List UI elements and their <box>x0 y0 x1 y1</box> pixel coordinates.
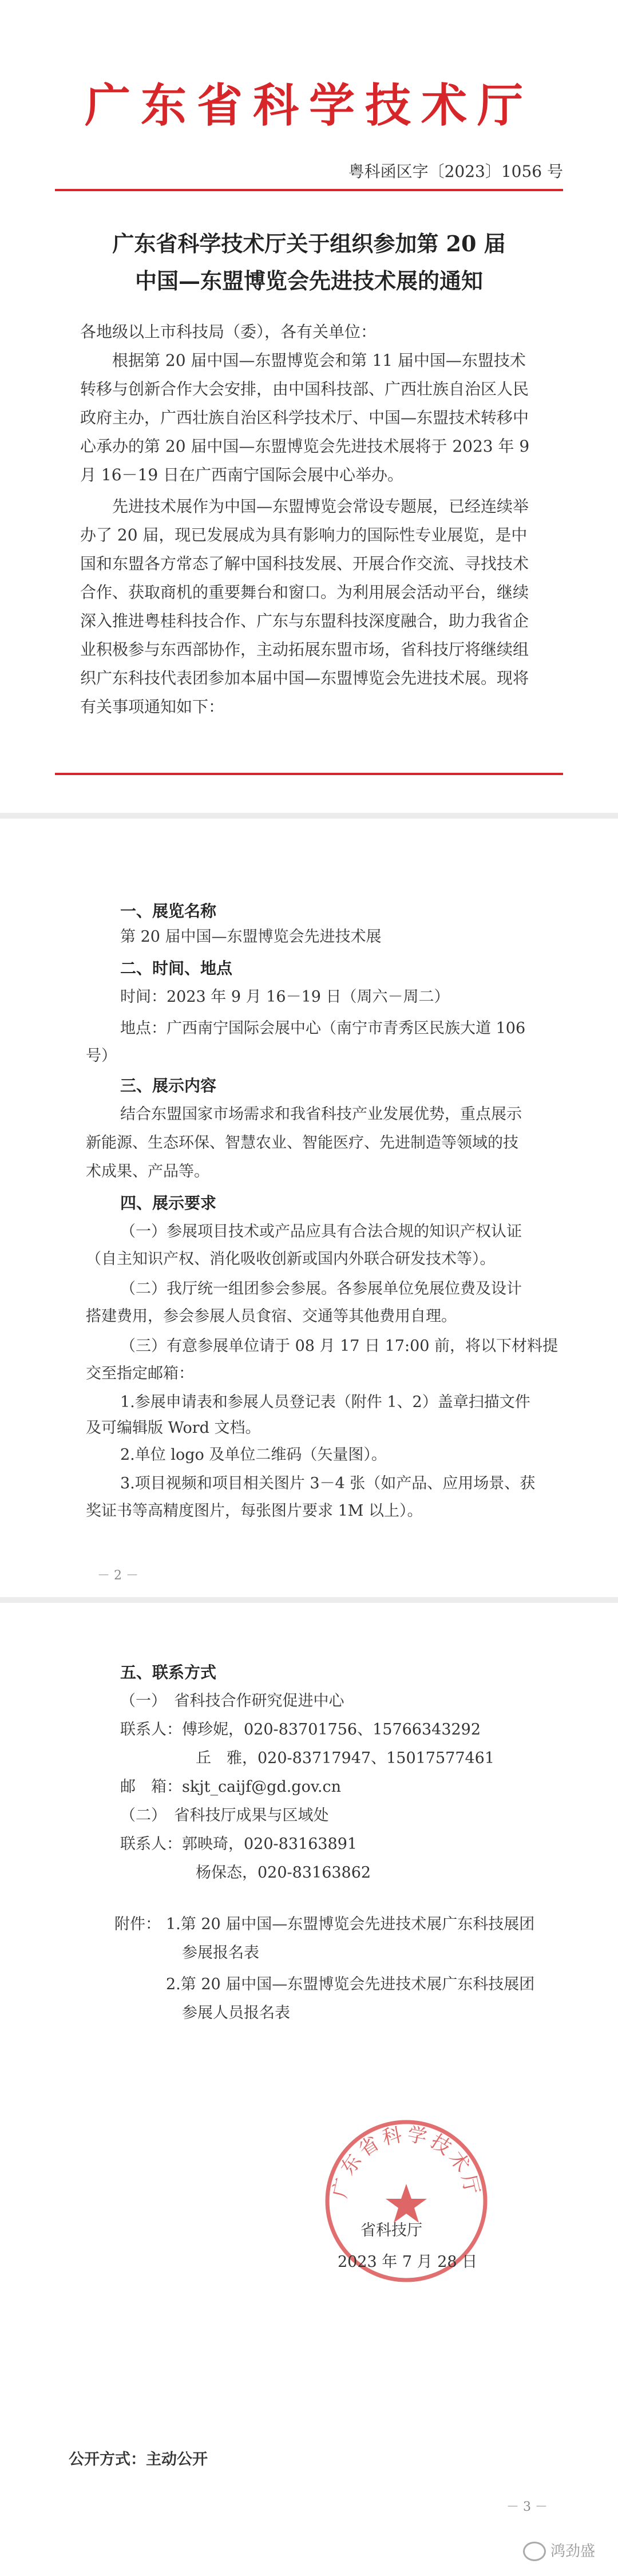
paragraph-2: 先进技术展作为中国—东盟博览会常设专题展，已经连续举办了 20 届，现已发展成为具有影响力的国际性专业展览，是中国和东盟各方常态了解中国科技发展、开展合作交流、寻找技术合作、获取商机的重要舞台和窗口。为利用展会活动平台，继续深入推进粤桂科技合作、广东与东盟科技深度融合，助力我省企业积极参与东西部协作，主动拓展东盟市场，省科技厅将继续组织广东科技代表团参加本届中国—东盟博览会先进技术展。现将有关事项通知如下： <box>80 497 529 716</box>
red-divider-bottom <box>55 773 563 775</box>
requirement-3-line-2: 交至指定邮箱： <box>86 1365 194 1382</box>
page-number-3: － 3 － <box>506 2500 548 2514</box>
title-line-2: 中国—东盟博览会先进技术展的通知 <box>134 268 483 294</box>
issue-date: 2023 年 7 月 28 日 <box>338 2253 478 2271</box>
paragraph-1: 根据第 20 届中国—东盟博览会和第 11 届中国—东盟技术转移与创新合作大会安排，由中国科技部、广西壮族自治区人民政府主办，广西壮族自治区科学技术厅、中国—东盟技术转移中心承办的第 20 届中国—东盟博览会先进技术展将于 2023 年 9 月 16－19 日在广西南宁国际会展中心举办。 <box>80 351 530 484</box>
section-1-heading: 一、展览名称 <box>120 902 217 920</box>
title-line-1: 广东省科学技术厅关于组织参加第 20 届 <box>112 231 506 256</box>
contact-org-1: （一） 省科技合作研究促进中心 <box>120 1692 344 1710</box>
page-3 <box>0 1448 618 2576</box>
contact-email: 邮 箱：skjt_caijf@gd.gov.cn <box>120 1778 341 1796</box>
section-4-heading: 四、展示要求 <box>120 1194 217 1212</box>
content-line-3: 术成果、产品等。 <box>86 1163 209 1180</box>
page-1 <box>0 0 618 813</box>
attachments-label: 附件： <box>114 1915 161 1933</box>
requirement-2-line-1: （二）我厅统一组团参会参展。各参展单位免展位费及设计 <box>120 1280 522 1298</box>
requirement-2-line-2: 搭建费用，参会参展人员食宿、交通等其他费用自理。 <box>86 1307 457 1325</box>
event-time: 时间：2023 年 9 月 16－19 日（周六－周二） <box>120 988 450 1006</box>
contact-2-person-1: 联系人：郭映琦，020-83163891 <box>120 1835 358 1853</box>
material-3-line-2: 奖证书等高精度图片，每张图片要求 1M 以上）。 <box>86 1502 423 1520</box>
material-1-line-1: 1.参展申请表和参展人员登记表（附件 1、2）盖章扫描文件 <box>120 1393 530 1411</box>
attachment-2-line-1: 2.第 20 届中国—东盟博览会先进技术展广东科技展团 <box>166 1976 535 1993</box>
page-separator <box>0 1597 618 1603</box>
requirement-1-line-2: （自主知识产权、消化吸收创新或国内外联合研发技术等）。 <box>86 1250 496 1268</box>
event-place-line-2: 号） <box>86 1047 117 1065</box>
document-number: 粤科函区字〔2023〕1056 号 <box>348 162 563 181</box>
disclosure-method: 公开方式：主动公开 <box>69 2451 208 2468</box>
contact-1-person-1: 联系人：傅珍妮，020-83701756、15766343292 <box>120 1721 481 1739</box>
content-line-1: 结合东盟国家市场需求和我省科技产业发展优势，重点展示 <box>120 1105 522 1123</box>
page-separator <box>0 813 618 819</box>
issuer: 省科技厅 <box>360 2222 422 2239</box>
seal-text: 广东省科学技术厅 <box>328 2123 485 2200</box>
material-2: 2.单位 logo 及单位二维码（矢量图）。 <box>120 1446 387 1464</box>
attachment-1-line-2: 参展报名表 <box>182 1944 259 1962</box>
salutation: 各地级以上市科技局（委），各有关单位： <box>80 322 377 341</box>
red-divider-top <box>55 189 563 191</box>
material-1-line-2: 及可编辑版 Word 文档。 <box>86 1419 261 1437</box>
event-place-line-1: 地点：广西南宁国际会展中心（南宁市青秀区民族大道 106 <box>120 1020 526 1037</box>
contact-1-person-2: 丘 雅，020-83717947、15017577461 <box>196 1749 495 1767</box>
section-1-text: 第 20 届中国—东盟博览会先进技术展 <box>120 928 382 946</box>
attachment-1-line-1: 1.第 20 届中国—东盟博览会先进技术展广东科技展团 <box>166 1915 535 1933</box>
page-number-2: － 2 － <box>97 1568 138 1583</box>
material-3-line-1: 3.项目视频和项目相关图片 3－4 张（如产品、应用场景、获 <box>120 1475 536 1492</box>
page-2 <box>0 819 618 1443</box>
attachment-2-line-2: 参展人员报名表 <box>182 2004 290 2022</box>
contact-2-person-2: 杨保态，020-83163862 <box>196 1864 371 1882</box>
wechat-icon <box>523 2542 546 2561</box>
section-5-heading: 五、联系方式 <box>120 1663 217 1682</box>
requirement-3-line-1: （三）有意参展单位请于 08 月 17 日 17:00 前，将以下材料提 <box>120 1337 558 1355</box>
section-3-heading: 三、展示内容 <box>120 1076 217 1095</box>
masthead: 广东省科学技术厅 <box>85 78 533 132</box>
seal-star-icon <box>386 2184 427 2223</box>
requirement-1-line-1: （一）参展项目技术或产品应具有合法合规的知识产权认证 <box>120 1223 522 1240</box>
section-2-heading: 二、时间、地点 <box>120 959 233 978</box>
contact-org-2: （二） 省科技厅成果与区域处 <box>120 1807 329 1824</box>
watermark <box>523 2539 595 2562</box>
watermark-text: 鸿劲盛 <box>550 2542 595 2560</box>
content-line-2: 新能源、生态环保、智慧农业、智能医疗、先进制造等领域的技 <box>86 1134 518 1152</box>
